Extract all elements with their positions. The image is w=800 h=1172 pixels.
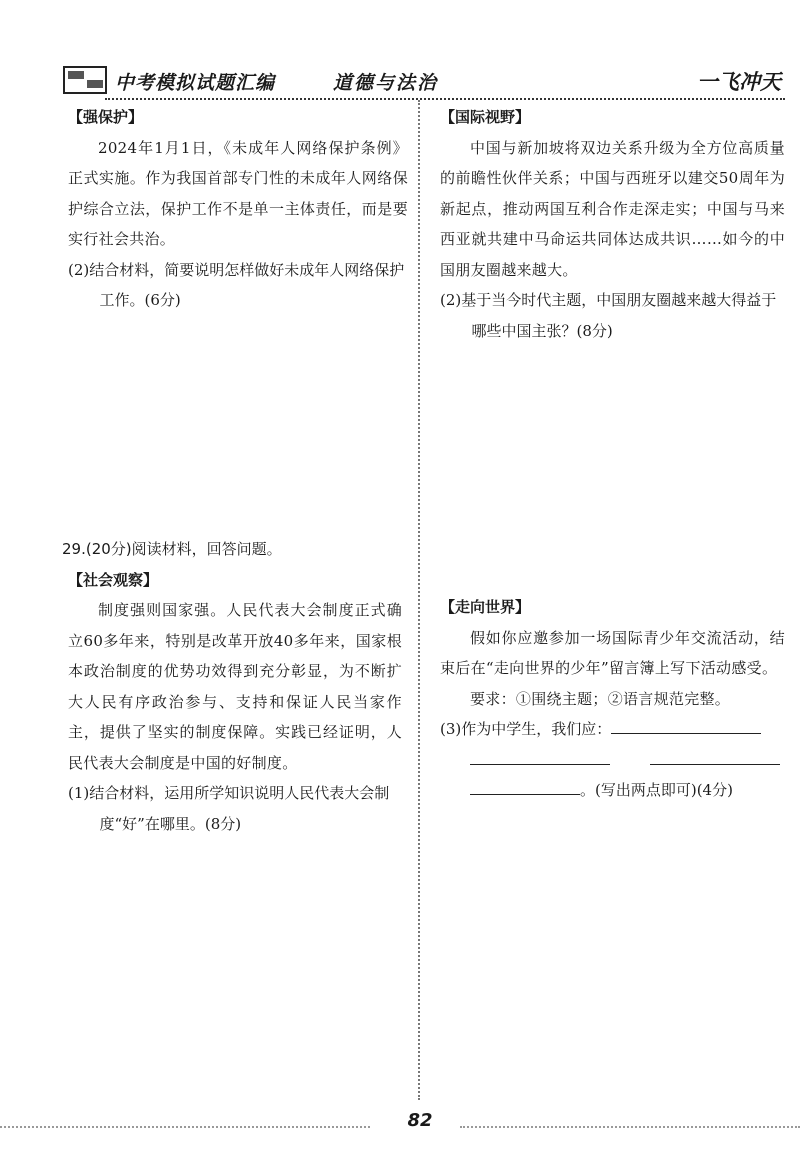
question-stem: 29.(20分)阅读材料，回答问题。 bbox=[62, 540, 282, 558]
book-logo-icon bbox=[63, 66, 107, 94]
requirement-text: 要求：①围绕主题；②语言规范完整。 bbox=[470, 689, 731, 708]
answer-blank[interactable] bbox=[470, 747, 610, 765]
page-footer bbox=[0, 1110, 800, 1140]
section-label: 【强保护】 bbox=[68, 108, 144, 126]
footer-rule-left bbox=[0, 1126, 370, 1128]
series-title: 中考模拟试题汇编 bbox=[115, 72, 276, 94]
question-text: (2)基于当今时代主题，中国朋友圈越来越大得益于哪些中国主张？(8分) bbox=[440, 291, 777, 340]
footer-rule-right bbox=[460, 1126, 800, 1128]
question-text: (2)结合材料，简要说明怎样做好未成年人网络保护工作。(6分) bbox=[68, 260, 405, 309]
answer-blank[interactable] bbox=[611, 716, 761, 734]
page-number: 82 bbox=[407, 1110, 433, 1131]
answer-blank[interactable] bbox=[650, 747, 780, 765]
question-29 bbox=[62, 534, 402, 839]
answer-line-2 bbox=[440, 745, 785, 776]
material-paragraph: 假如你应邀参加一场国际青少年交流活动，结束后在“走向世界的少年”留言簿上写下活动感受。 bbox=[440, 628, 785, 677]
subject-title: 道德与法治 bbox=[333, 72, 439, 94]
material-paragraph: 中国与新加坡将双边关系升级为全方位高质量的前瞻性伙伴关系；中国与西班牙以建交50周年为新起点，推动两国互利合作走深走实；中国与马来西亚就共建中马命运共同体达成共识……如今的中国朋友圈越来越大。 bbox=[440, 138, 785, 279]
column-divider bbox=[418, 100, 420, 1100]
answer-line-1 bbox=[440, 714, 785, 745]
section-label: 【走向世界】 bbox=[440, 598, 531, 616]
section-label: 【国际视野】 bbox=[440, 108, 531, 126]
question-tail: 。(写出两点即可)(4分) bbox=[580, 781, 733, 799]
question-text: (1)结合材料，运用所学知识说明人民代表大会制度“好”在哪里。(8分) bbox=[68, 784, 390, 833]
header-rule bbox=[105, 98, 785, 100]
brand-title: 一飞冲天 bbox=[697, 70, 781, 94]
left-block-strong-protection bbox=[68, 102, 408, 316]
material-paragraph: 2024年1月1日，《未成年人网络保护条例》正式实施。作为我国首部专门性的未成年人网络保护综合立法，保护工作不是单一主体责任，而是要实行社会共治。 bbox=[68, 138, 408, 248]
right-block-toward-world bbox=[440, 592, 785, 806]
question-lead: (3)作为中学生，我们应： bbox=[440, 720, 612, 738]
page-header bbox=[55, 62, 785, 98]
material-paragraph: 制度强则国家强。人民代表大会制度正式确立60多年来，特别是改革开放40多年来，国家根本政治制度的优势功效得到充分彰显，为不断扩大人民有序政治参与、支持和保证人民当家作主，提供了坚实的制度保障。实践已经证明，人民代表大会制度是中国的好制度。 bbox=[68, 601, 402, 772]
answer-line-3 bbox=[440, 775, 785, 806]
answer-blank[interactable] bbox=[470, 777, 580, 795]
section-label: 【社会观察】 bbox=[68, 570, 159, 589]
right-block-international-view bbox=[440, 102, 785, 346]
